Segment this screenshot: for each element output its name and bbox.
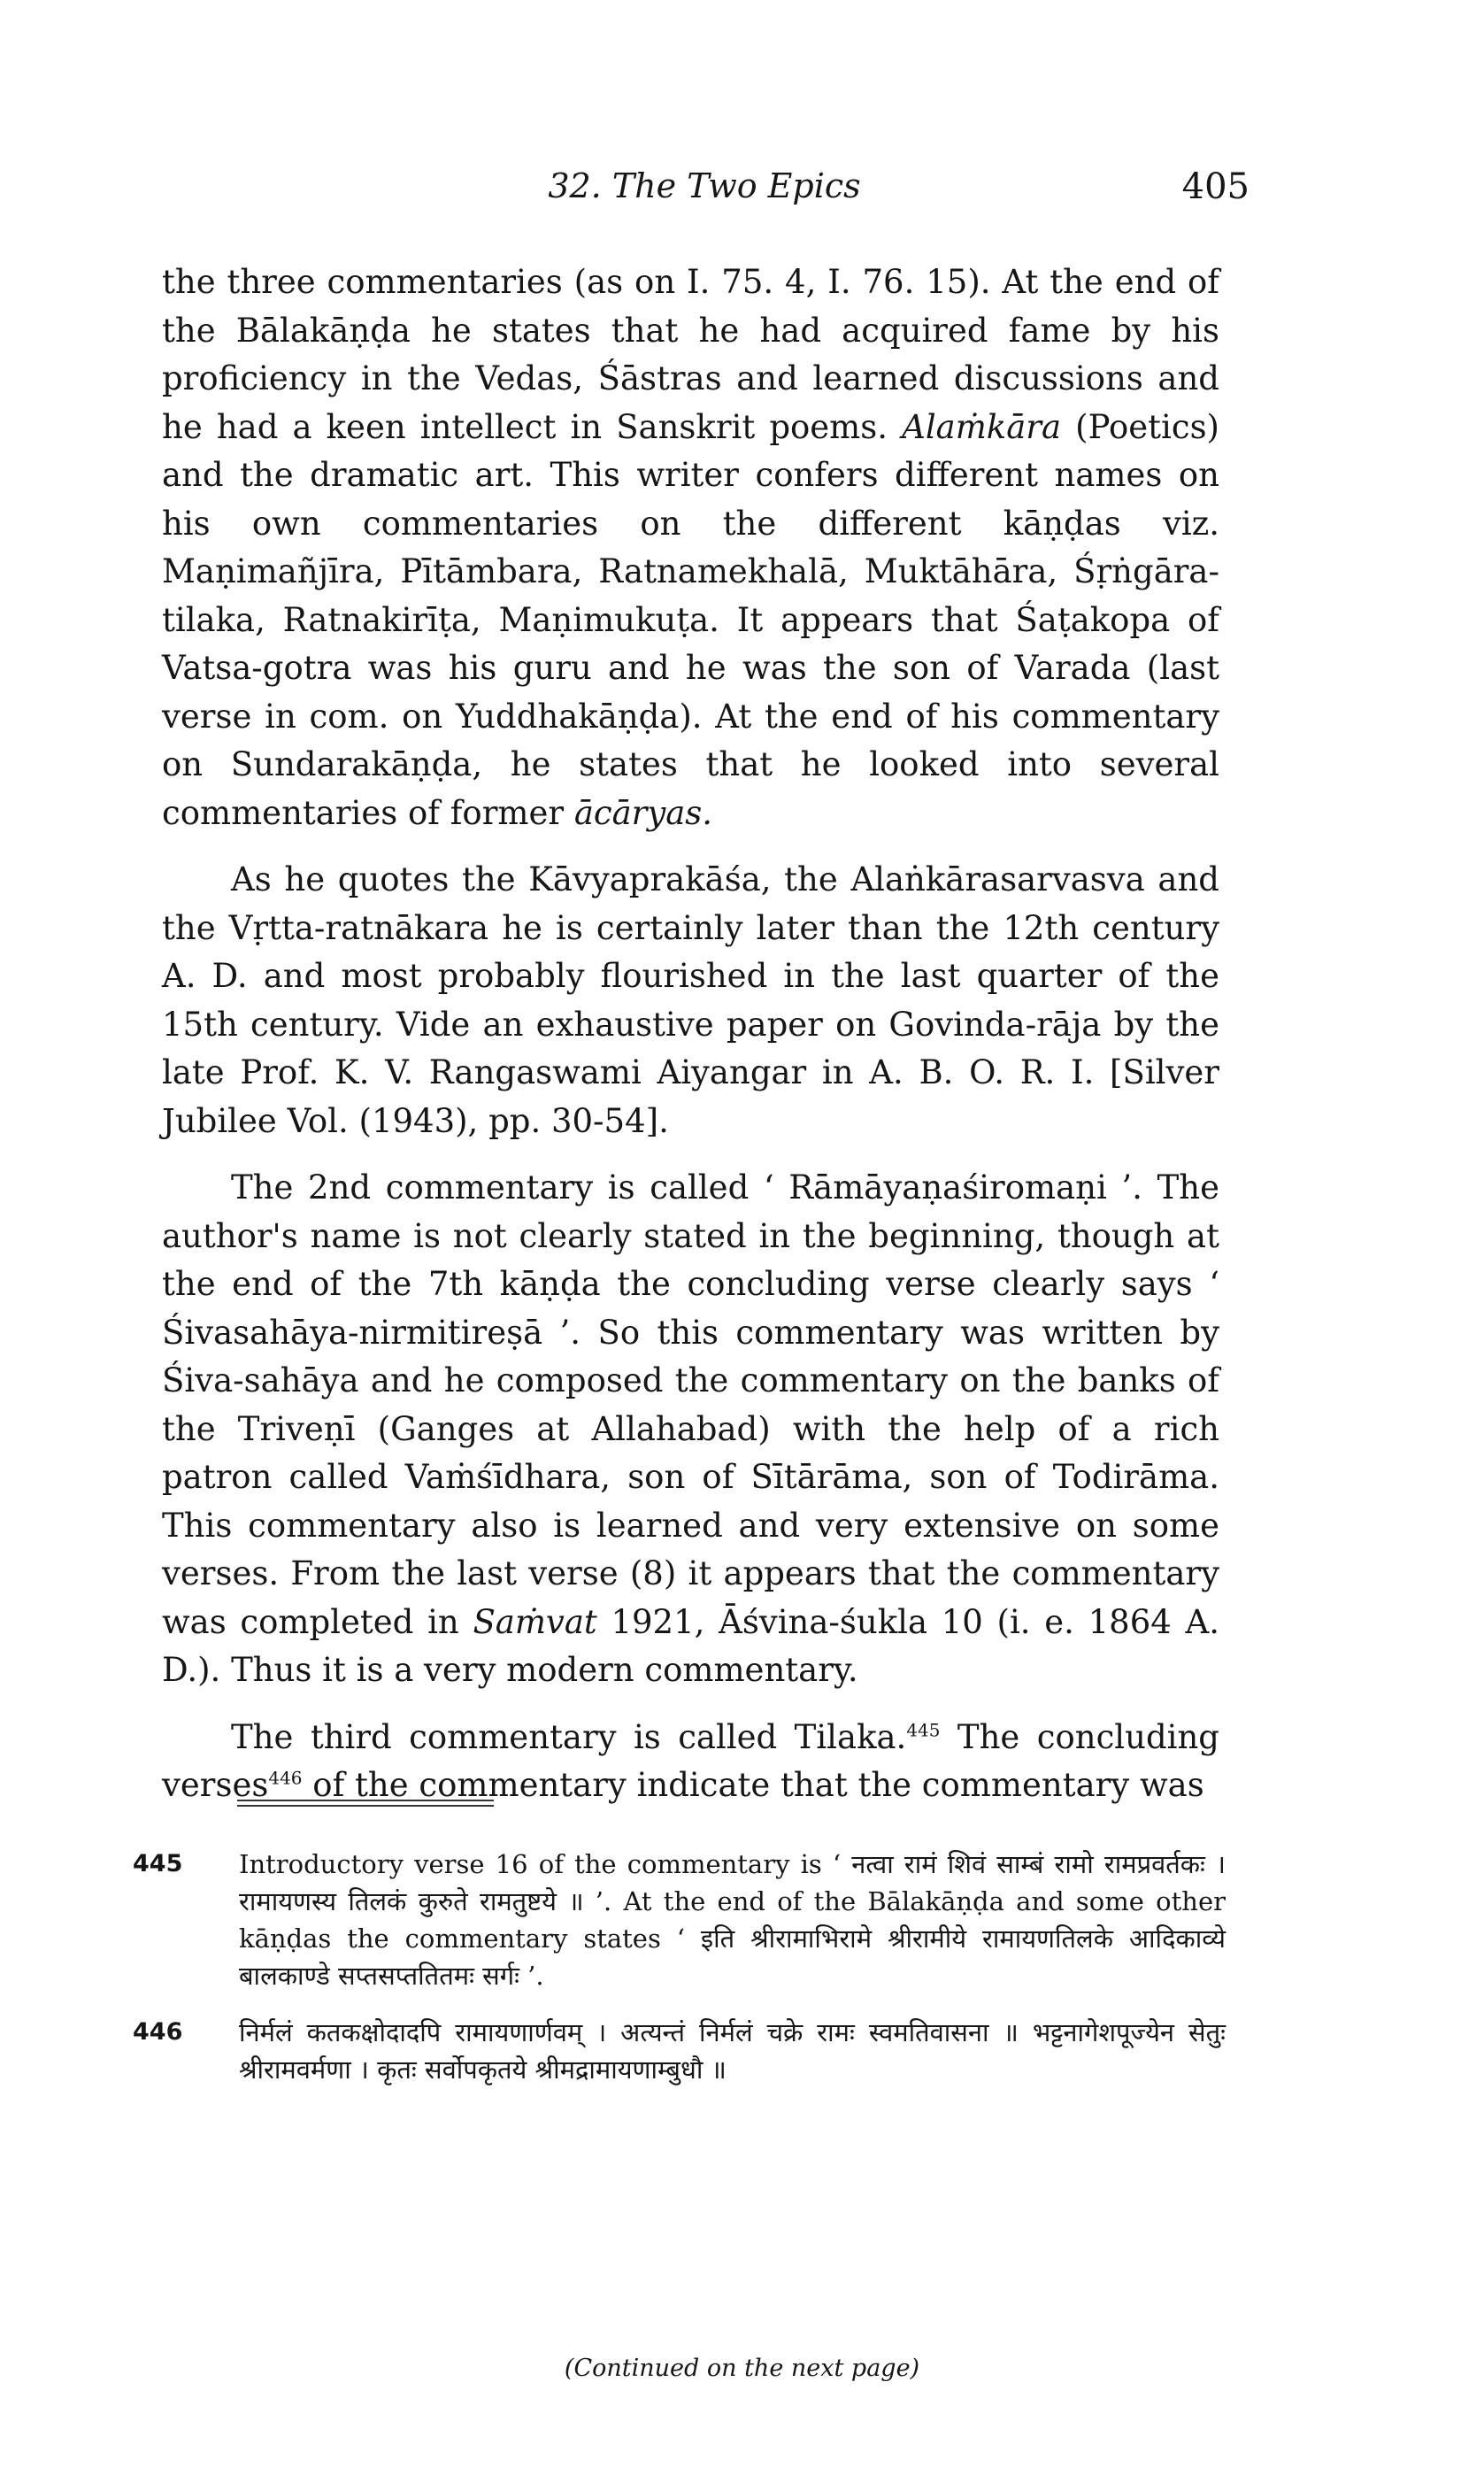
italic-term: ācāryas. xyxy=(573,793,713,832)
text-run: The third commentary is called Tilaka. xyxy=(231,1717,907,1756)
text-run: The 2nd commentary is called ‘ Rāmāyaṇaśiromaṇi ’. The author's name is not clearly stated in the beginning, though at the end of the 7th kāṇḍa the concluding verse clearly says ‘ Śivasahāya-nirmitireṣā ’. So this commentary was written by Śiva-sahāya and he composed the commentary on the banks of the Triveṇī (Ganges at Allahabad) with the help of a rich patron called Vaṁśīdhara, son of Sītārāma, son of Todirāma. This commentary also is learned and very extensive on some verses. From the last verse (8) it appears that the commentary was completed in xyxy=(162,1168,1219,1641)
continued-note: (Continued on the next page) xyxy=(564,2355,920,2382)
paragraph xyxy=(162,1714,1219,1810)
running-head xyxy=(159,166,1249,220)
footnote xyxy=(133,2014,1226,2088)
footnote-text: निर्मलं कतकक्षोदादपि रामायणार्णवम् । अत्यन्तं निर्मलं चक्रे रामः स्वमतिवासना ॥ भट्टनागेशपूज्येन सेतुः श्रीरामवर्मणा । कृतः सर्वोपकृतये श्रीमद्रामायणाम्बुधौ ॥ xyxy=(239,2017,1226,2085)
chapter-title: 32. The Two Epics xyxy=(548,166,861,205)
body-text xyxy=(162,258,1219,1810)
text-run: As he quotes the Kāvyaprakāśa, the Alaṅkārasarvasva and the Vṛtta-ratnākara he is certainly later than the 12th century A. D. and most probably flourished in the last quarter of the 15th century. Vide an exhaustive paper on Govinda-rāja by the late Prof. K. V. Rangaswami Aiyangar in A. B. O. R. I. [Silver Jubilee Vol. (1943), pp. 30-54]. xyxy=(162,860,1219,1140)
text-run: (Poetics) and the dramatic art. This writer confers different names on his own commentaries on the different kāṇḍas viz. Maṇimañjīra, Pītāmbara, Ratnamekhalā, Muktāhāra, Śṛṅgāra-tilaka, Ratnakirīṭa, Maṇimukuṭa. It appears that Śaṭakopa of Vatsa-gotra was his guru and he was the son of Varada (last verse in com. on Yuddhakāṇḍa). At the end of his commentary on Sundarakāṇḍa, he states that he looked into several commentaries of former xyxy=(162,407,1219,832)
paragraph xyxy=(162,1164,1219,1695)
footnote-ref: 446 xyxy=(268,1767,303,1789)
page-number: 405 xyxy=(1181,166,1249,207)
footnotes xyxy=(133,1846,1226,2108)
footnote-separator xyxy=(237,1800,494,1807)
footnote-number: 445 xyxy=(133,1850,183,1877)
text-run: the three commentaries (as on I. 75. 4, I. 76. 15). At the end of the Bālakāṇḍa he states that he had acquired fame by his proficiency in the Vedas, Śāstras and learned discussions and he had a keen intellect in Sanskrit poems. xyxy=(162,263,1219,446)
footnote-ref: 445 xyxy=(906,1719,941,1741)
text-run: of the commentary indicate that the commentary was xyxy=(302,1766,1204,1804)
italic-term: Saṁvat xyxy=(473,1602,597,1641)
footnote xyxy=(133,1846,1226,1994)
footnote-number: 446 xyxy=(133,2018,183,2046)
text-run: The concluding verses xyxy=(162,1717,1219,1804)
paragraph xyxy=(162,258,1219,837)
footnote-text: Introductory verse 16 of the commentary is ‘ नत्वा रामं शिवं साम्बं रामो रामप्रवर्तकः । रामायणस्य तिलकं कुरुते रामतुष्टये ॥ ’. At the end of the Bālakāṇḍa and some other kāṇḍas the commentary states ‘ इति श्रीरामाभिरामे श्रीरामीये रामायणतिलके आदिकाव्ये बालकाण्डे सप्तसप्ततितमः सर्गः ’. xyxy=(239,1849,1226,1991)
paragraph xyxy=(162,856,1219,1145)
text-run: 1921, Āśvina-śukla 10 (i. e. 1864 A. D.). Thus it is a very modern commentary. xyxy=(162,1602,1219,1689)
italic-term: Alaṁkāra xyxy=(902,407,1062,446)
